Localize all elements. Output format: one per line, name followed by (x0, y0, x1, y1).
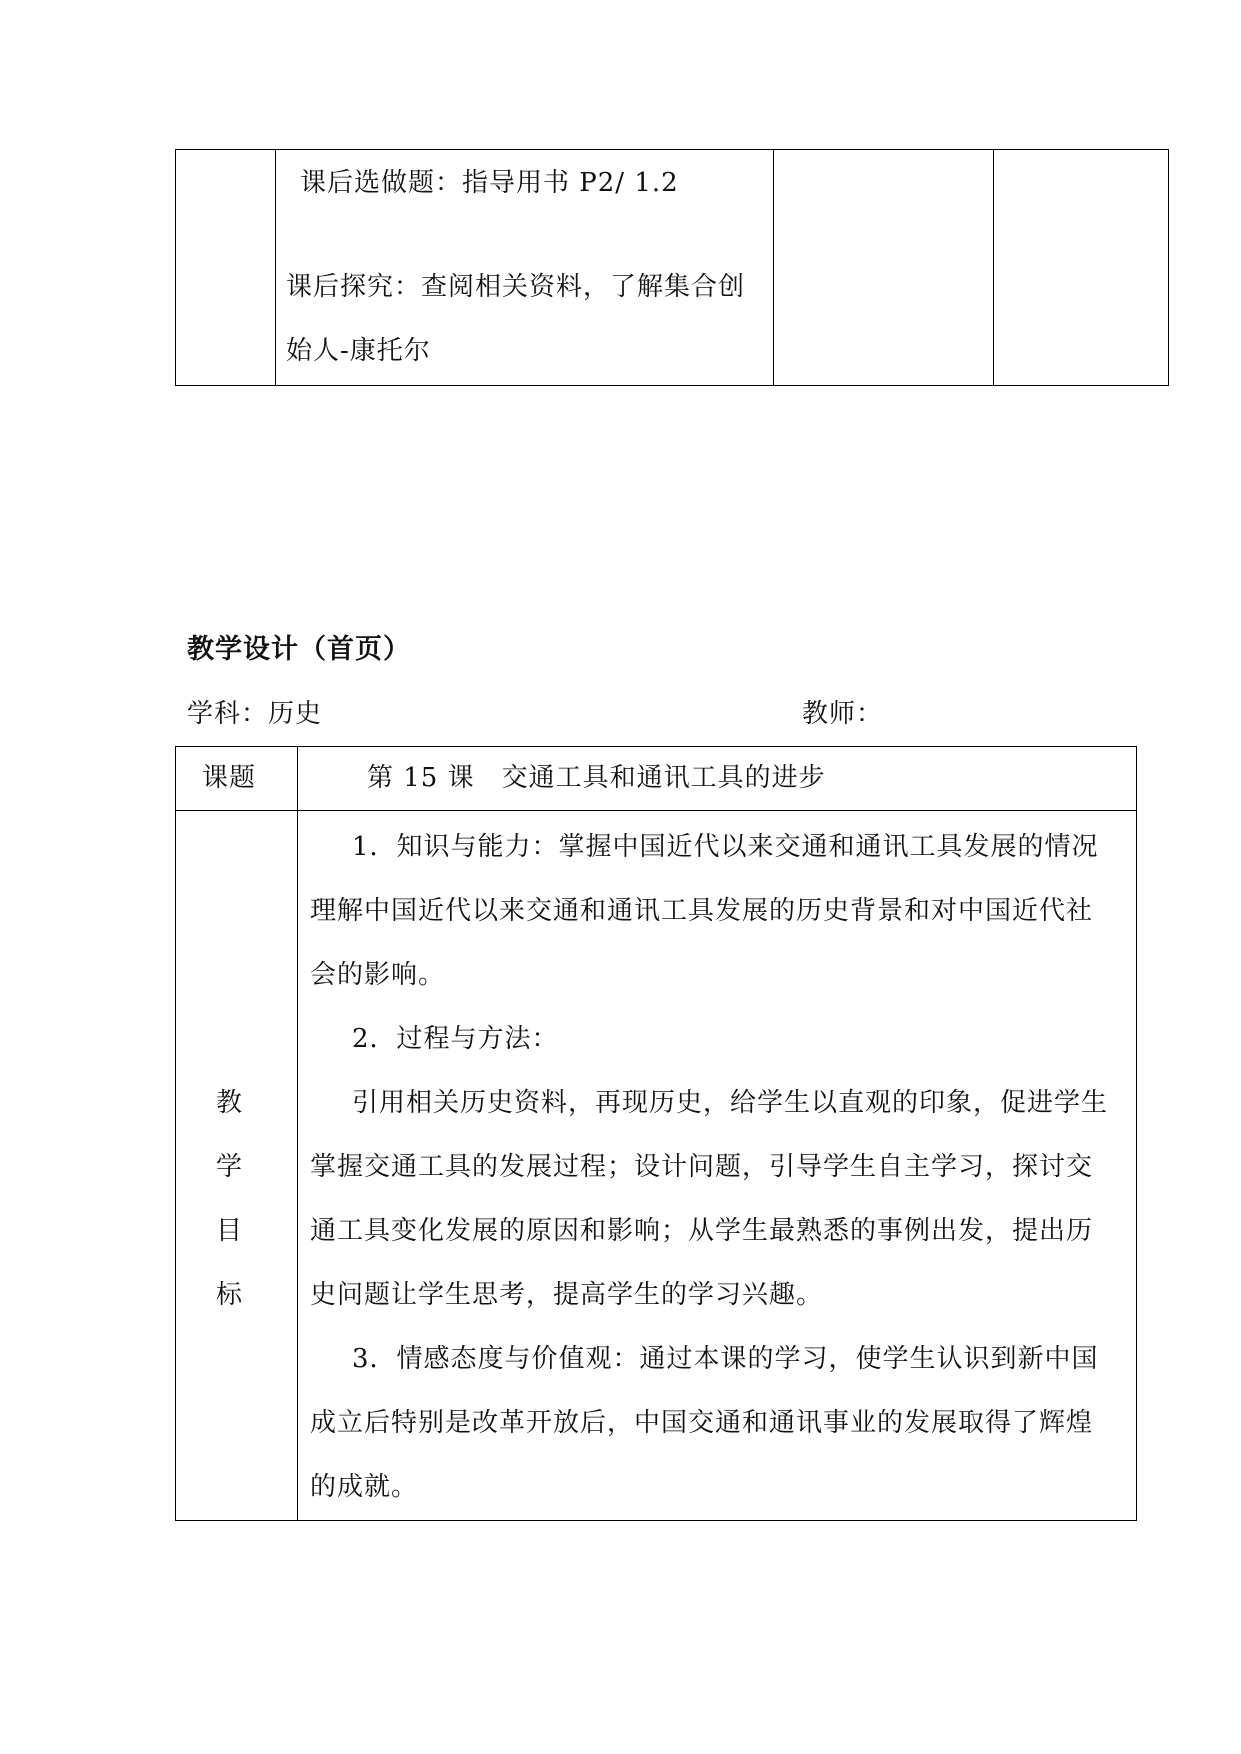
table-border-bottom (175, 385, 1169, 386)
section-title: 教学设计（首页） (187, 634, 411, 665)
goals-header-char: 目 (215, 1216, 242, 1246)
goals-header-char: 标 (215, 1280, 242, 1310)
goal-emotion-line: 3．情感态度与价值观：通过本课的学习，使学生认识到新中国 (352, 1344, 1099, 1374)
table-row-divider (175, 810, 1137, 811)
table-border-top (175, 149, 1169, 150)
table-border-right (1168, 149, 1169, 386)
goal-knowledge-line: 1．知识与能力：掌握中国近代以来交通和通讯工具发展的情况 (352, 832, 1099, 862)
table-column-divider (773, 149, 774, 386)
homework-explore-text-cont: 始人-康托尔 (286, 336, 431, 366)
teacher-label: 教师： (802, 699, 884, 729)
goal-process-line: 引用相关历史资料，再现历史，给学生以直观的印象，促进学生 (352, 1088, 1109, 1118)
homework-optional-text: 课后选做题：指导用书 P2/ 1.2 (300, 168, 679, 198)
table-border-top (175, 746, 1137, 747)
topic-header: 课题 (202, 763, 257, 793)
table-column-divider (297, 746, 298, 1521)
goal-knowledge-line: 会的影响。 (310, 960, 446, 990)
goal-emotion-line: 的成就。 (310, 1472, 419, 1502)
table-border-left (175, 746, 176, 1521)
goals-header-char: 学 (215, 1152, 242, 1182)
goal-process-line: 史问题让学生思考，提高学生的学习兴趣。 (310, 1280, 824, 1310)
homework-explore-text: 课后探究：查阅相关资料，了解集合创 (286, 272, 746, 302)
table-border-bottom (175, 1520, 1137, 1521)
goal-process-line: 掌握交通工具的发展过程；设计问题，引导学生自主学习，探讨交 (310, 1152, 1094, 1182)
goal-process-line: 通工具变化发展的原因和影响；从学生最熟悉的事例出发，提出历 (310, 1216, 1094, 1246)
goals-header-char: 教 (215, 1088, 242, 1118)
subject-label: 学科：历史 (187, 699, 323, 729)
goal-emotion-line: 成立后特别是改革开放后，中国交通和通讯事业的发展取得了辉煌 (310, 1408, 1094, 1438)
goal-process-heading: 2．过程与方法： (352, 1024, 559, 1054)
table-column-divider (993, 149, 994, 386)
topic-value: 第 15 课 交通工具和通讯工具的进步 (367, 763, 826, 793)
goal-knowledge-line: 理解中国近代以来交通和通讯工具发展的历史背景和对中国近代社 (310, 896, 1094, 926)
table-border-left (175, 149, 176, 386)
table-column-divider (275, 149, 276, 386)
table-border-right (1136, 746, 1137, 1521)
